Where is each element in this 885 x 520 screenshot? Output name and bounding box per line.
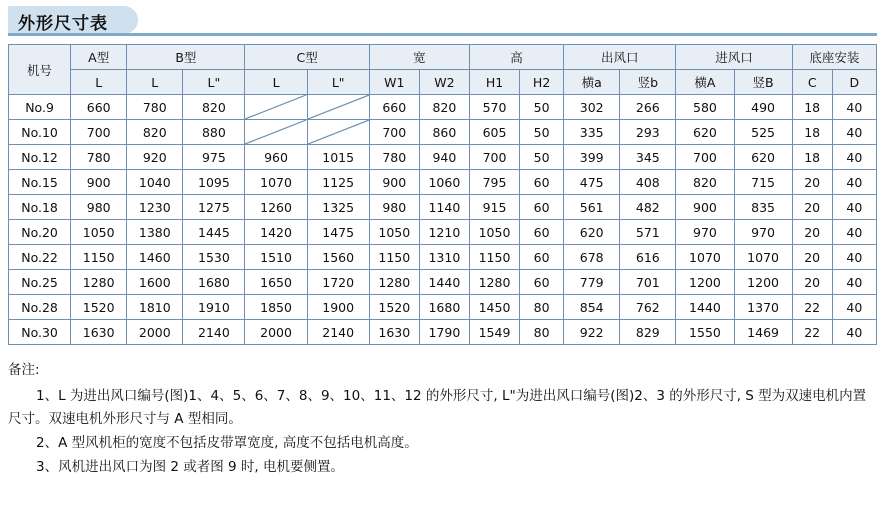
cell-value: 18 <box>792 95 832 120</box>
cell-value: 1600 <box>127 270 183 295</box>
cell-value: 1125 <box>307 170 369 195</box>
cell-value: 525 <box>734 120 792 145</box>
cell-value: 1520 <box>369 295 419 320</box>
cell-value: 835 <box>734 195 792 220</box>
cell-value: 40 <box>832 270 876 295</box>
table-row <box>9 270 877 295</box>
cell-value: 293 <box>620 120 676 145</box>
cell-model: No.9 <box>9 95 71 120</box>
cell-value: 1050 <box>369 220 419 245</box>
cell-value: 780 <box>127 95 183 120</box>
cell-value: 795 <box>469 170 519 195</box>
cell-value: 1630 <box>369 320 419 345</box>
cell-value: 1260 <box>245 195 307 220</box>
cell-value: 1070 <box>245 170 307 195</box>
cell-value: 700 <box>71 120 127 145</box>
cell-value: 1310 <box>419 245 469 270</box>
cell-value: 1280 <box>71 270 127 295</box>
cell-value: 1445 <box>183 220 245 245</box>
cell-value: 1630 <box>71 320 127 345</box>
cell-value: 345 <box>620 145 676 170</box>
notes-section <box>8 359 877 479</box>
cell-value: 678 <box>564 245 620 270</box>
th-sub-11: 横A <box>676 70 734 95</box>
cell-value: 960 <box>245 145 307 170</box>
table-row <box>9 245 877 270</box>
cell-value: 900 <box>71 170 127 195</box>
cell-value: 1040 <box>127 170 183 195</box>
page-title: 外形尺寸表 <box>18 13 108 34</box>
cell-value: 854 <box>564 295 620 320</box>
cell-value: 1790 <box>419 320 469 345</box>
cell-empty-slash <box>245 95 307 120</box>
cell-value: 40 <box>832 95 876 120</box>
cell-value: 605 <box>469 120 519 145</box>
cell-value: 475 <box>564 170 620 195</box>
cell-value: 1150 <box>369 245 419 270</box>
cell-value: 1460 <box>127 245 183 270</box>
cell-model: No.15 <box>9 170 71 195</box>
cell-value: 620 <box>564 220 620 245</box>
cell-value: 1475 <box>307 220 369 245</box>
cell-value: 20 <box>792 195 832 220</box>
cell-value: 970 <box>676 220 734 245</box>
cell-value: 570 <box>469 95 519 120</box>
cell-value: 20 <box>792 220 832 245</box>
cell-value: 660 <box>71 95 127 120</box>
cell-value: 1530 <box>183 245 245 270</box>
cell-model: No.20 <box>9 220 71 245</box>
cell-value: 900 <box>369 170 419 195</box>
cell-value: 1850 <box>245 295 307 320</box>
th-sub-10: 竖b <box>620 70 676 95</box>
cell-value: 1070 <box>676 245 734 270</box>
cell-value: 18 <box>792 120 832 145</box>
cell-value: 820 <box>127 120 183 145</box>
cell-value: 399 <box>564 145 620 170</box>
cell-value: 700 <box>469 145 519 170</box>
cell-value: 820 <box>183 95 245 120</box>
cell-value: 40 <box>832 245 876 270</box>
cell-value: 920 <box>127 145 183 170</box>
th-sub-4: L" <box>307 70 369 95</box>
table-row <box>9 95 877 120</box>
cell-value: 1380 <box>127 220 183 245</box>
cell-model: No.25 <box>9 270 71 295</box>
spec-table-wrap <box>8 44 877 345</box>
table-row <box>9 220 877 245</box>
notes-heading: 备注: <box>8 362 40 378</box>
th-type-a: A型 <box>71 45 127 70</box>
cell-value: 820 <box>676 170 734 195</box>
cell-value: 829 <box>620 320 676 345</box>
page-title-bar <box>8 6 877 36</box>
table-row <box>9 170 877 195</box>
cell-value: 40 <box>832 120 876 145</box>
cell-value: 1549 <box>469 320 519 345</box>
cell-value: 701 <box>620 270 676 295</box>
cell-empty-slash <box>245 120 307 145</box>
cell-value: 1200 <box>676 270 734 295</box>
cell-value: 975 <box>183 145 245 170</box>
th-sub-7: H1 <box>469 70 519 95</box>
cell-model: No.22 <box>9 245 71 270</box>
cell-value: 1200 <box>734 270 792 295</box>
table-head <box>9 45 877 95</box>
cell-model: No.12 <box>9 145 71 170</box>
note-item-3: 3、风机进出风口为图 2 或者图 9 时, 电机要侧置。 <box>36 458 345 475</box>
cell-value: 1275 <box>183 195 245 220</box>
th-type-b: B型 <box>127 45 245 70</box>
cell-value: 20 <box>792 170 832 195</box>
th-sub-3: L <box>245 70 307 95</box>
cell-value: 18 <box>792 145 832 170</box>
th-model: 机号 <box>9 45 71 95</box>
cell-value: 1510 <box>245 245 307 270</box>
cell-value: 2000 <box>127 320 183 345</box>
cell-value: 60 <box>520 270 564 295</box>
cell-value: 762 <box>620 295 676 320</box>
th-sub-12: 竖B <box>734 70 792 95</box>
cell-value: 780 <box>369 145 419 170</box>
cell-value: 1810 <box>127 295 183 320</box>
cell-empty-slash <box>307 95 369 120</box>
cell-value: 60 <box>520 195 564 220</box>
cell-value: 1469 <box>734 320 792 345</box>
cell-value: 80 <box>520 295 564 320</box>
th-sub-1: L <box>127 70 183 95</box>
cell-value: 50 <box>520 95 564 120</box>
cell-value: 1440 <box>676 295 734 320</box>
table-row <box>9 120 877 145</box>
cell-value: 1280 <box>369 270 419 295</box>
cell-value: 1150 <box>469 245 519 270</box>
th-sub-14: D <box>832 70 876 95</box>
cell-value: 860 <box>419 120 469 145</box>
cell-value: 482 <box>620 195 676 220</box>
cell-value: 50 <box>520 145 564 170</box>
cell-value: 80 <box>520 320 564 345</box>
dimension-table <box>8 44 877 345</box>
table-body <box>9 95 877 345</box>
cell-value: 408 <box>620 170 676 195</box>
cell-value: 580 <box>676 95 734 120</box>
cell-model: No.28 <box>9 295 71 320</box>
cell-value: 2140 <box>307 320 369 345</box>
cell-empty-slash <box>307 120 369 145</box>
cell-value: 40 <box>832 295 876 320</box>
cell-value: 780 <box>71 145 127 170</box>
cell-value: 50 <box>520 120 564 145</box>
cell-value: 700 <box>369 120 419 145</box>
cell-model: No.18 <box>9 195 71 220</box>
cell-value: 620 <box>676 120 734 145</box>
th-sub-2: L" <box>183 70 245 95</box>
cell-value: 620 <box>734 145 792 170</box>
cell-value: 2140 <box>183 320 245 345</box>
cell-value: 616 <box>620 245 676 270</box>
cell-value: 1050 <box>71 220 127 245</box>
th-sub-6: W2 <box>419 70 469 95</box>
cell-value: 1280 <box>469 270 519 295</box>
cell-value: 779 <box>564 270 620 295</box>
cell-value: 980 <box>71 195 127 220</box>
cell-value: 1370 <box>734 295 792 320</box>
cell-value: 1060 <box>419 170 469 195</box>
th-type-c: C型 <box>245 45 369 70</box>
cell-value: 1015 <box>307 145 369 170</box>
cell-value: 940 <box>419 145 469 170</box>
th-sub-5: W1 <box>369 70 419 95</box>
cell-value: 1095 <box>183 170 245 195</box>
cell-value: 1140 <box>419 195 469 220</box>
cell-value: 1150 <box>71 245 127 270</box>
table-row <box>9 295 877 320</box>
cell-value: 922 <box>564 320 620 345</box>
cell-value: 970 <box>734 220 792 245</box>
cell-value: 715 <box>734 170 792 195</box>
table-row <box>9 145 877 170</box>
cell-value: 880 <box>183 120 245 145</box>
cell-value: 1560 <box>307 245 369 270</box>
th-sub-8: H2 <box>520 70 564 95</box>
cell-value: 1230 <box>127 195 183 220</box>
cell-model: No.30 <box>9 320 71 345</box>
cell-value: 1450 <box>469 295 519 320</box>
cell-value: 1650 <box>245 270 307 295</box>
cell-value: 40 <box>832 170 876 195</box>
th-height: 高 <box>469 45 563 70</box>
table-header-row-2 <box>9 70 877 95</box>
cell-value: 1680 <box>183 270 245 295</box>
note-item-1: 1、L 为进出风口编号(图)1、4、5、6、7、8、9、10、11、12 的外形尺寸, L"为进出风口编号(图)2、3 的外形尺寸, S 型为双速电机内置尺寸。双速电机外形尺寸与 A 型相同。 <box>8 387 867 428</box>
th-sub-9: 横a <box>564 70 620 95</box>
cell-value: 40 <box>832 195 876 220</box>
cell-value: 60 <box>520 170 564 195</box>
table-row <box>9 320 877 345</box>
cell-value: 22 <box>792 320 832 345</box>
cell-value: 20 <box>792 270 832 295</box>
cell-value: 1910 <box>183 295 245 320</box>
cell-value: 40 <box>832 320 876 345</box>
cell-value: 1440 <box>419 270 469 295</box>
title-underline <box>8 33 877 36</box>
cell-value: 1900 <box>307 295 369 320</box>
cell-value: 820 <box>419 95 469 120</box>
cell-value: 1720 <box>307 270 369 295</box>
cell-value: 1070 <box>734 245 792 270</box>
cell-value: 1520 <box>71 295 127 320</box>
cell-value: 1050 <box>469 220 519 245</box>
document-page <box>0 6 885 520</box>
th-inlet: 进风口 <box>676 45 792 70</box>
cell-value: 980 <box>369 195 419 220</box>
cell-value: 571 <box>620 220 676 245</box>
cell-value: 1420 <box>245 220 307 245</box>
table-row <box>9 195 877 220</box>
cell-value: 900 <box>676 195 734 220</box>
th-width: 宽 <box>369 45 469 70</box>
cell-value: 20 <box>792 245 832 270</box>
cell-value: 1325 <box>307 195 369 220</box>
cell-value: 660 <box>369 95 419 120</box>
cell-value: 40 <box>832 145 876 170</box>
cell-value: 22 <box>792 295 832 320</box>
cell-value: 1680 <box>419 295 469 320</box>
cell-value: 335 <box>564 120 620 145</box>
note-item-2: 2、A 型风机柜的宽度不包括皮带罩宽度, 高度不包括电机高度。 <box>36 434 418 451</box>
cell-value: 60 <box>520 245 564 270</box>
cell-value: 2000 <box>245 320 307 345</box>
cell-value: 266 <box>620 95 676 120</box>
cell-model: No.10 <box>9 120 71 145</box>
cell-value: 60 <box>520 220 564 245</box>
th-base-mount: 底座安装 <box>792 45 876 70</box>
cell-value: 490 <box>734 95 792 120</box>
cell-value: 915 <box>469 195 519 220</box>
th-sub-13: C <box>792 70 832 95</box>
cell-value: 302 <box>564 95 620 120</box>
table-header-row-1 <box>9 45 877 70</box>
cell-value: 40 <box>832 220 876 245</box>
th-sub-0: L <box>71 70 127 95</box>
cell-value: 561 <box>564 195 620 220</box>
cell-value: 1210 <box>419 220 469 245</box>
cell-value: 1550 <box>676 320 734 345</box>
th-outlet: 出风口 <box>564 45 676 70</box>
cell-value: 700 <box>676 145 734 170</box>
